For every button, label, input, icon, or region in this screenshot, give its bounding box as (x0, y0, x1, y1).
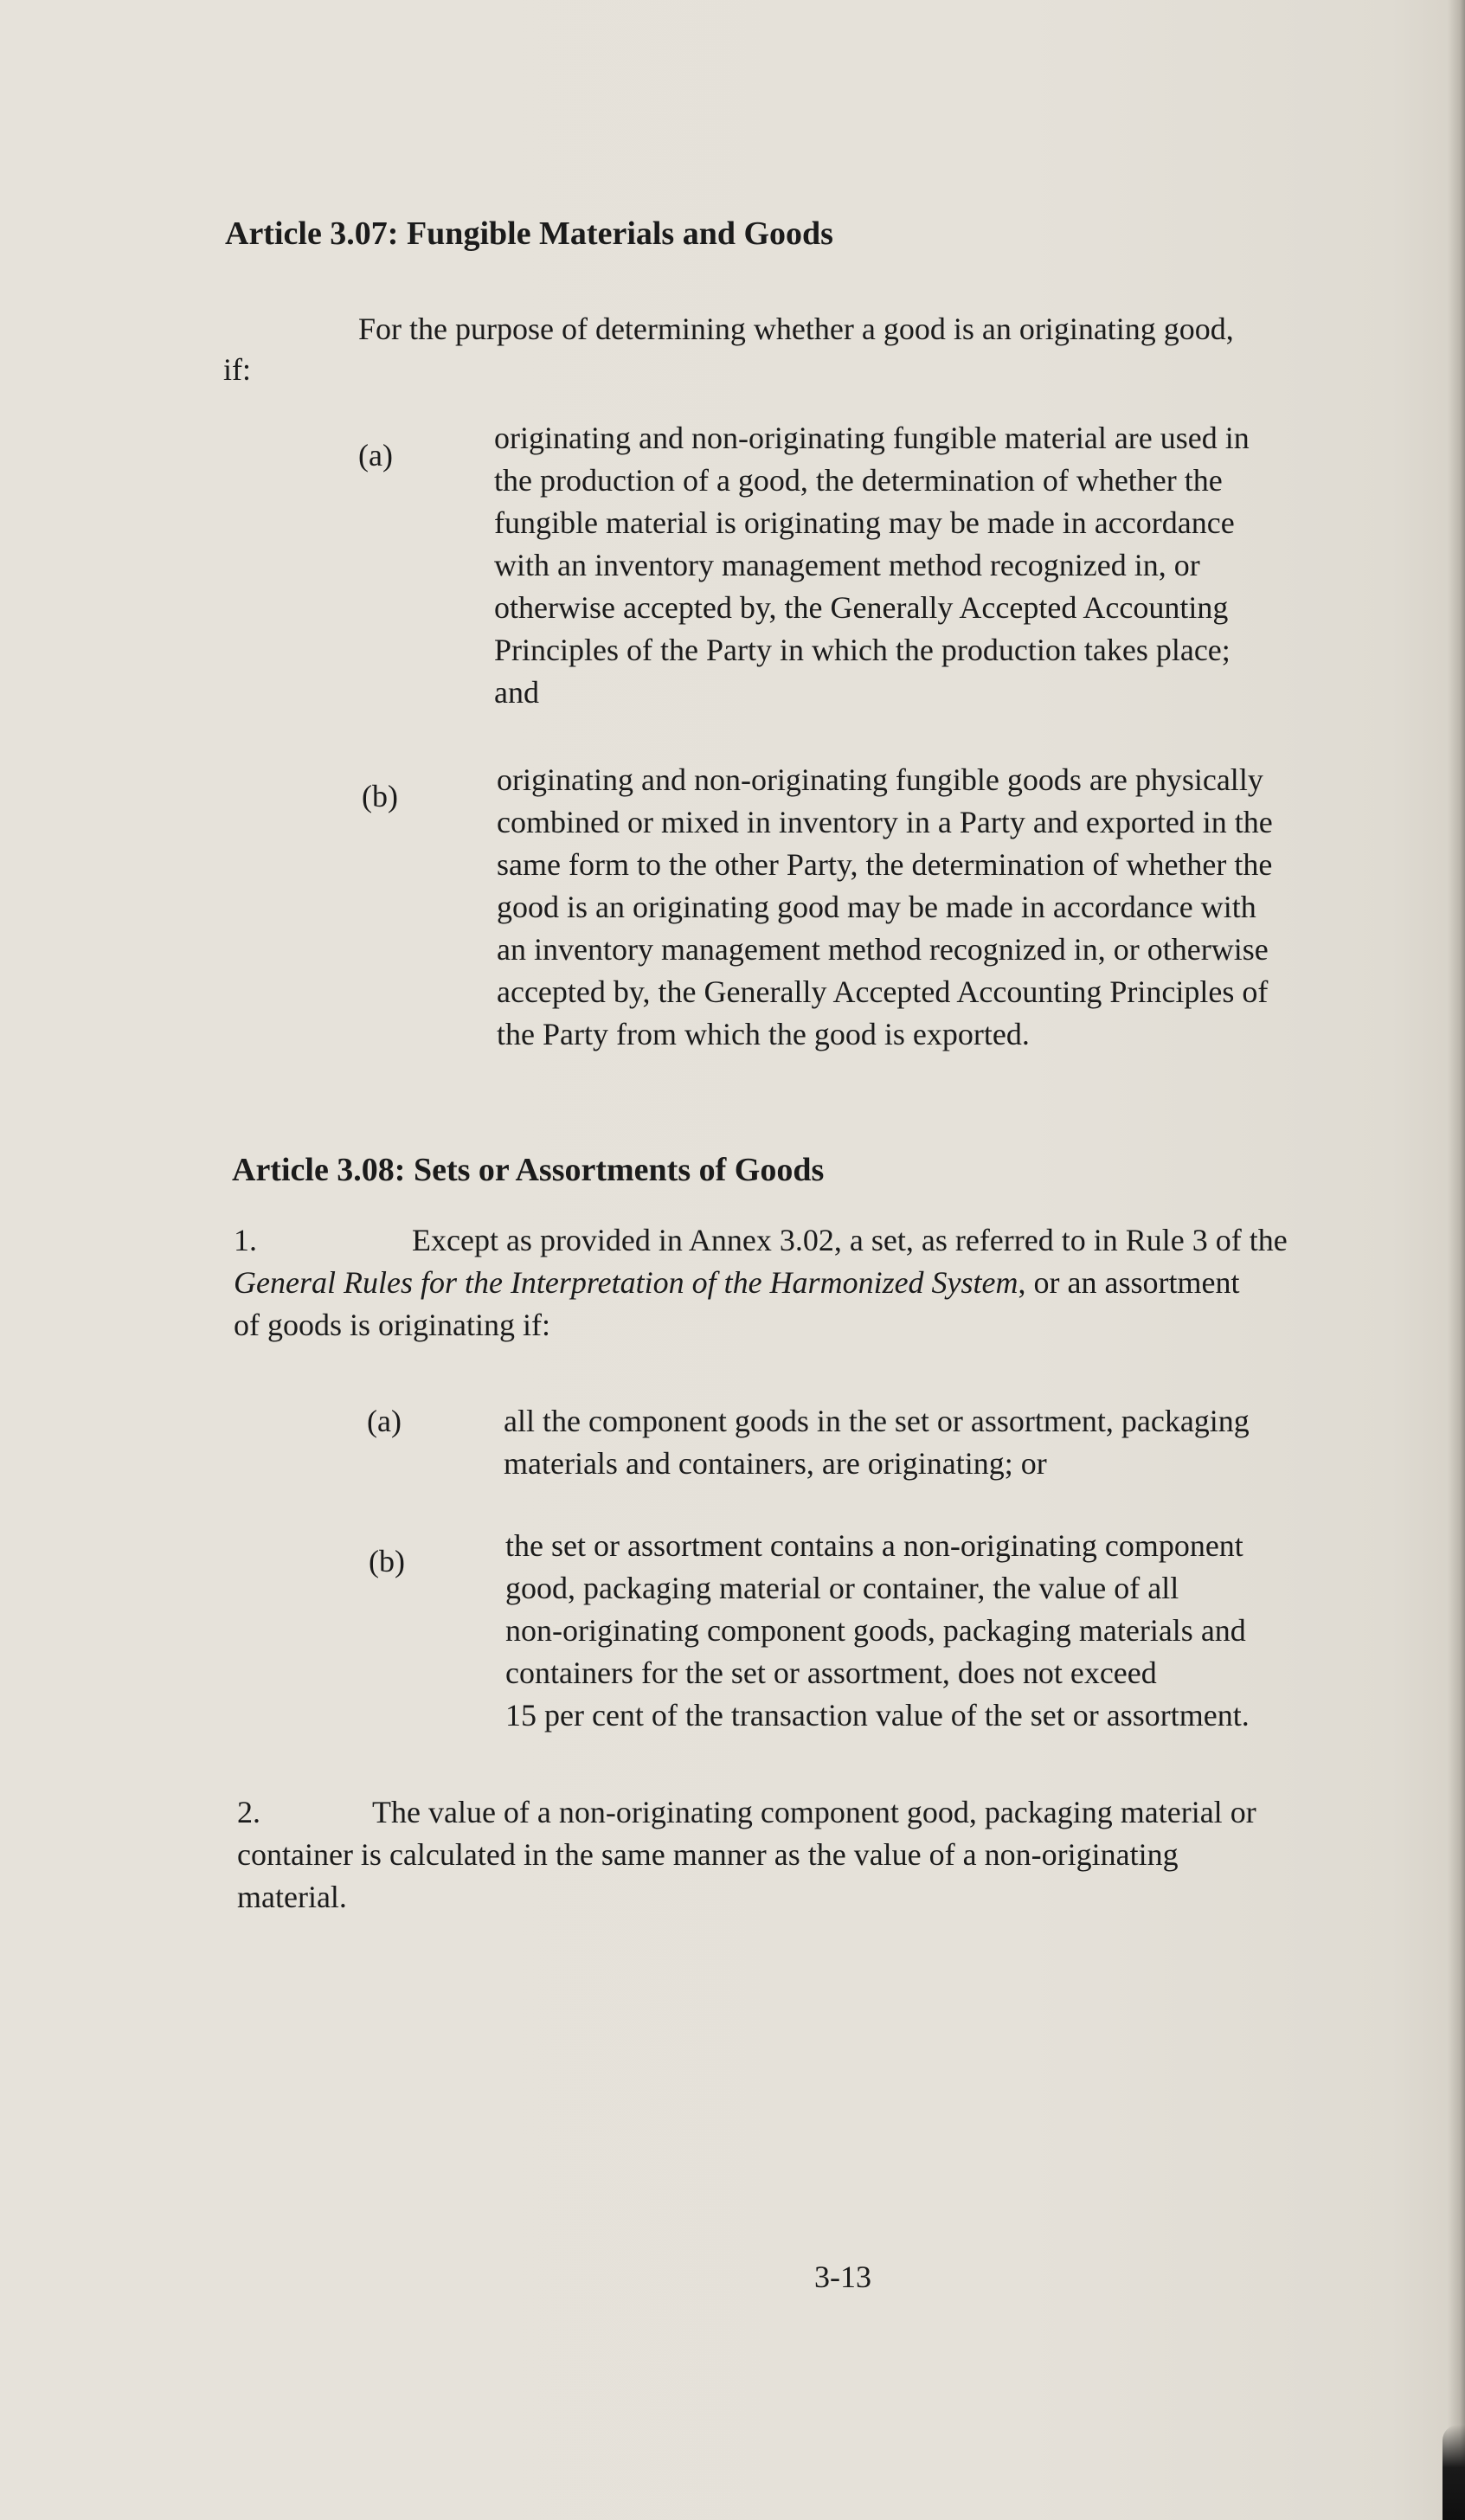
text-line: with an inventory management method recognized in, or (494, 548, 1200, 582)
article-308-item-a-text (504, 1400, 1250, 1485)
article-308-para-2 (237, 1791, 1431, 1919)
text-line: Principles of the Party in which the production takes place; (494, 633, 1230, 667)
text-line: originating and non-originating fungible goods are physically (497, 762, 1263, 797)
text-line: same form to the other Party, the determination of whether the (497, 847, 1273, 882)
text-line: For the purpose of determining whether a good is an originating good, (358, 312, 1234, 346)
article-307-item-a-marker: (a) (358, 438, 393, 472)
article-307-heading: Article 3.07: Fungible Materials and Goods (225, 215, 833, 252)
text-line: accepted by, the Generally Accepted Accounting Principles of (497, 974, 1269, 1009)
text-line: and (494, 675, 539, 710)
text-line: container is calculated in the same manner as the value of a non-originating (237, 1837, 1179, 1872)
text-line: otherwise accepted by, the Generally Accepted Accounting (494, 590, 1229, 625)
harmonized-system-title: General Rules for the Interpretation of the Harmonized System (234, 1265, 1018, 1300)
article-307-item-a-text (494, 417, 1250, 714)
text-line (234, 1219, 1428, 1262)
text-line: containers for the set or assortment, does not exceed (505, 1655, 1157, 1690)
text-line: of goods is originating if: (234, 1308, 550, 1342)
text-line: 15 per cent of the transaction value of the set or assortment. (505, 1698, 1250, 1732)
text-line: material. (237, 1880, 347, 1914)
text-line: materials and containers, are originating; or (504, 1446, 1047, 1481)
article-307-item-b-marker: (b) (362, 779, 398, 813)
text-line: all the component goods in the set or assortment, packaging (504, 1404, 1250, 1438)
article-308-item-b-marker: (b) (369, 1544, 405, 1578)
text-line: fungible material is originating may be made in accordance (494, 505, 1235, 540)
binding-shadow (1443, 2425, 1465, 2520)
article-308-item-b-text (505, 1525, 1250, 1737)
text-line: an inventory management method recognized in, or otherwise (497, 932, 1269, 967)
page-number: 3-13 (814, 2260, 871, 2294)
text-line: good is an originating good may be made in accordance with (497, 890, 1256, 924)
text-line: good, packaging material or container, the value of all (505, 1571, 1179, 1605)
text-line: non-originating component goods, packaging materials and (505, 1613, 1246, 1648)
para-1-line1: Except as provided in Annex 3.02, a set, as referred to in Rule 3 of the (412, 1223, 1288, 1257)
text-line: originating and non-originating fungible material are used in (494, 421, 1250, 455)
para-2-line1: The value of a non-originating component good, packaging material or (372, 1795, 1256, 1829)
article-307-intro-line2 (223, 349, 251, 391)
text-line: the set or assortment contains a non-originating component (505, 1528, 1243, 1563)
article-308-heading: Article 3.08: Sets or Assortments of Goods (232, 1152, 825, 1188)
page-edge-shadow (1448, 0, 1465, 2520)
text-line: the Party from which the good is exported. (497, 1017, 1030, 1051)
text-line (237, 1791, 1431, 1834)
para-1-number: 1. (234, 1223, 257, 1257)
article-307-item-b-text (497, 759, 1273, 1056)
article-308-item-a-marker: (a) (367, 1404, 402, 1438)
para-2-number: 2. (237, 1795, 260, 1829)
article-308-para-1 (234, 1219, 1428, 1347)
text-line: if: (223, 352, 251, 387)
text-line: the production of a good, the determination of whether the (494, 463, 1223, 498)
text-line (234, 1262, 1428, 1304)
para-1-line2-rest: , or an assortment (1018, 1265, 1240, 1300)
article-307-intro-line1 (358, 308, 1234, 350)
text-line: combined or mixed in inventory in a Party and exported in the (497, 805, 1273, 839)
